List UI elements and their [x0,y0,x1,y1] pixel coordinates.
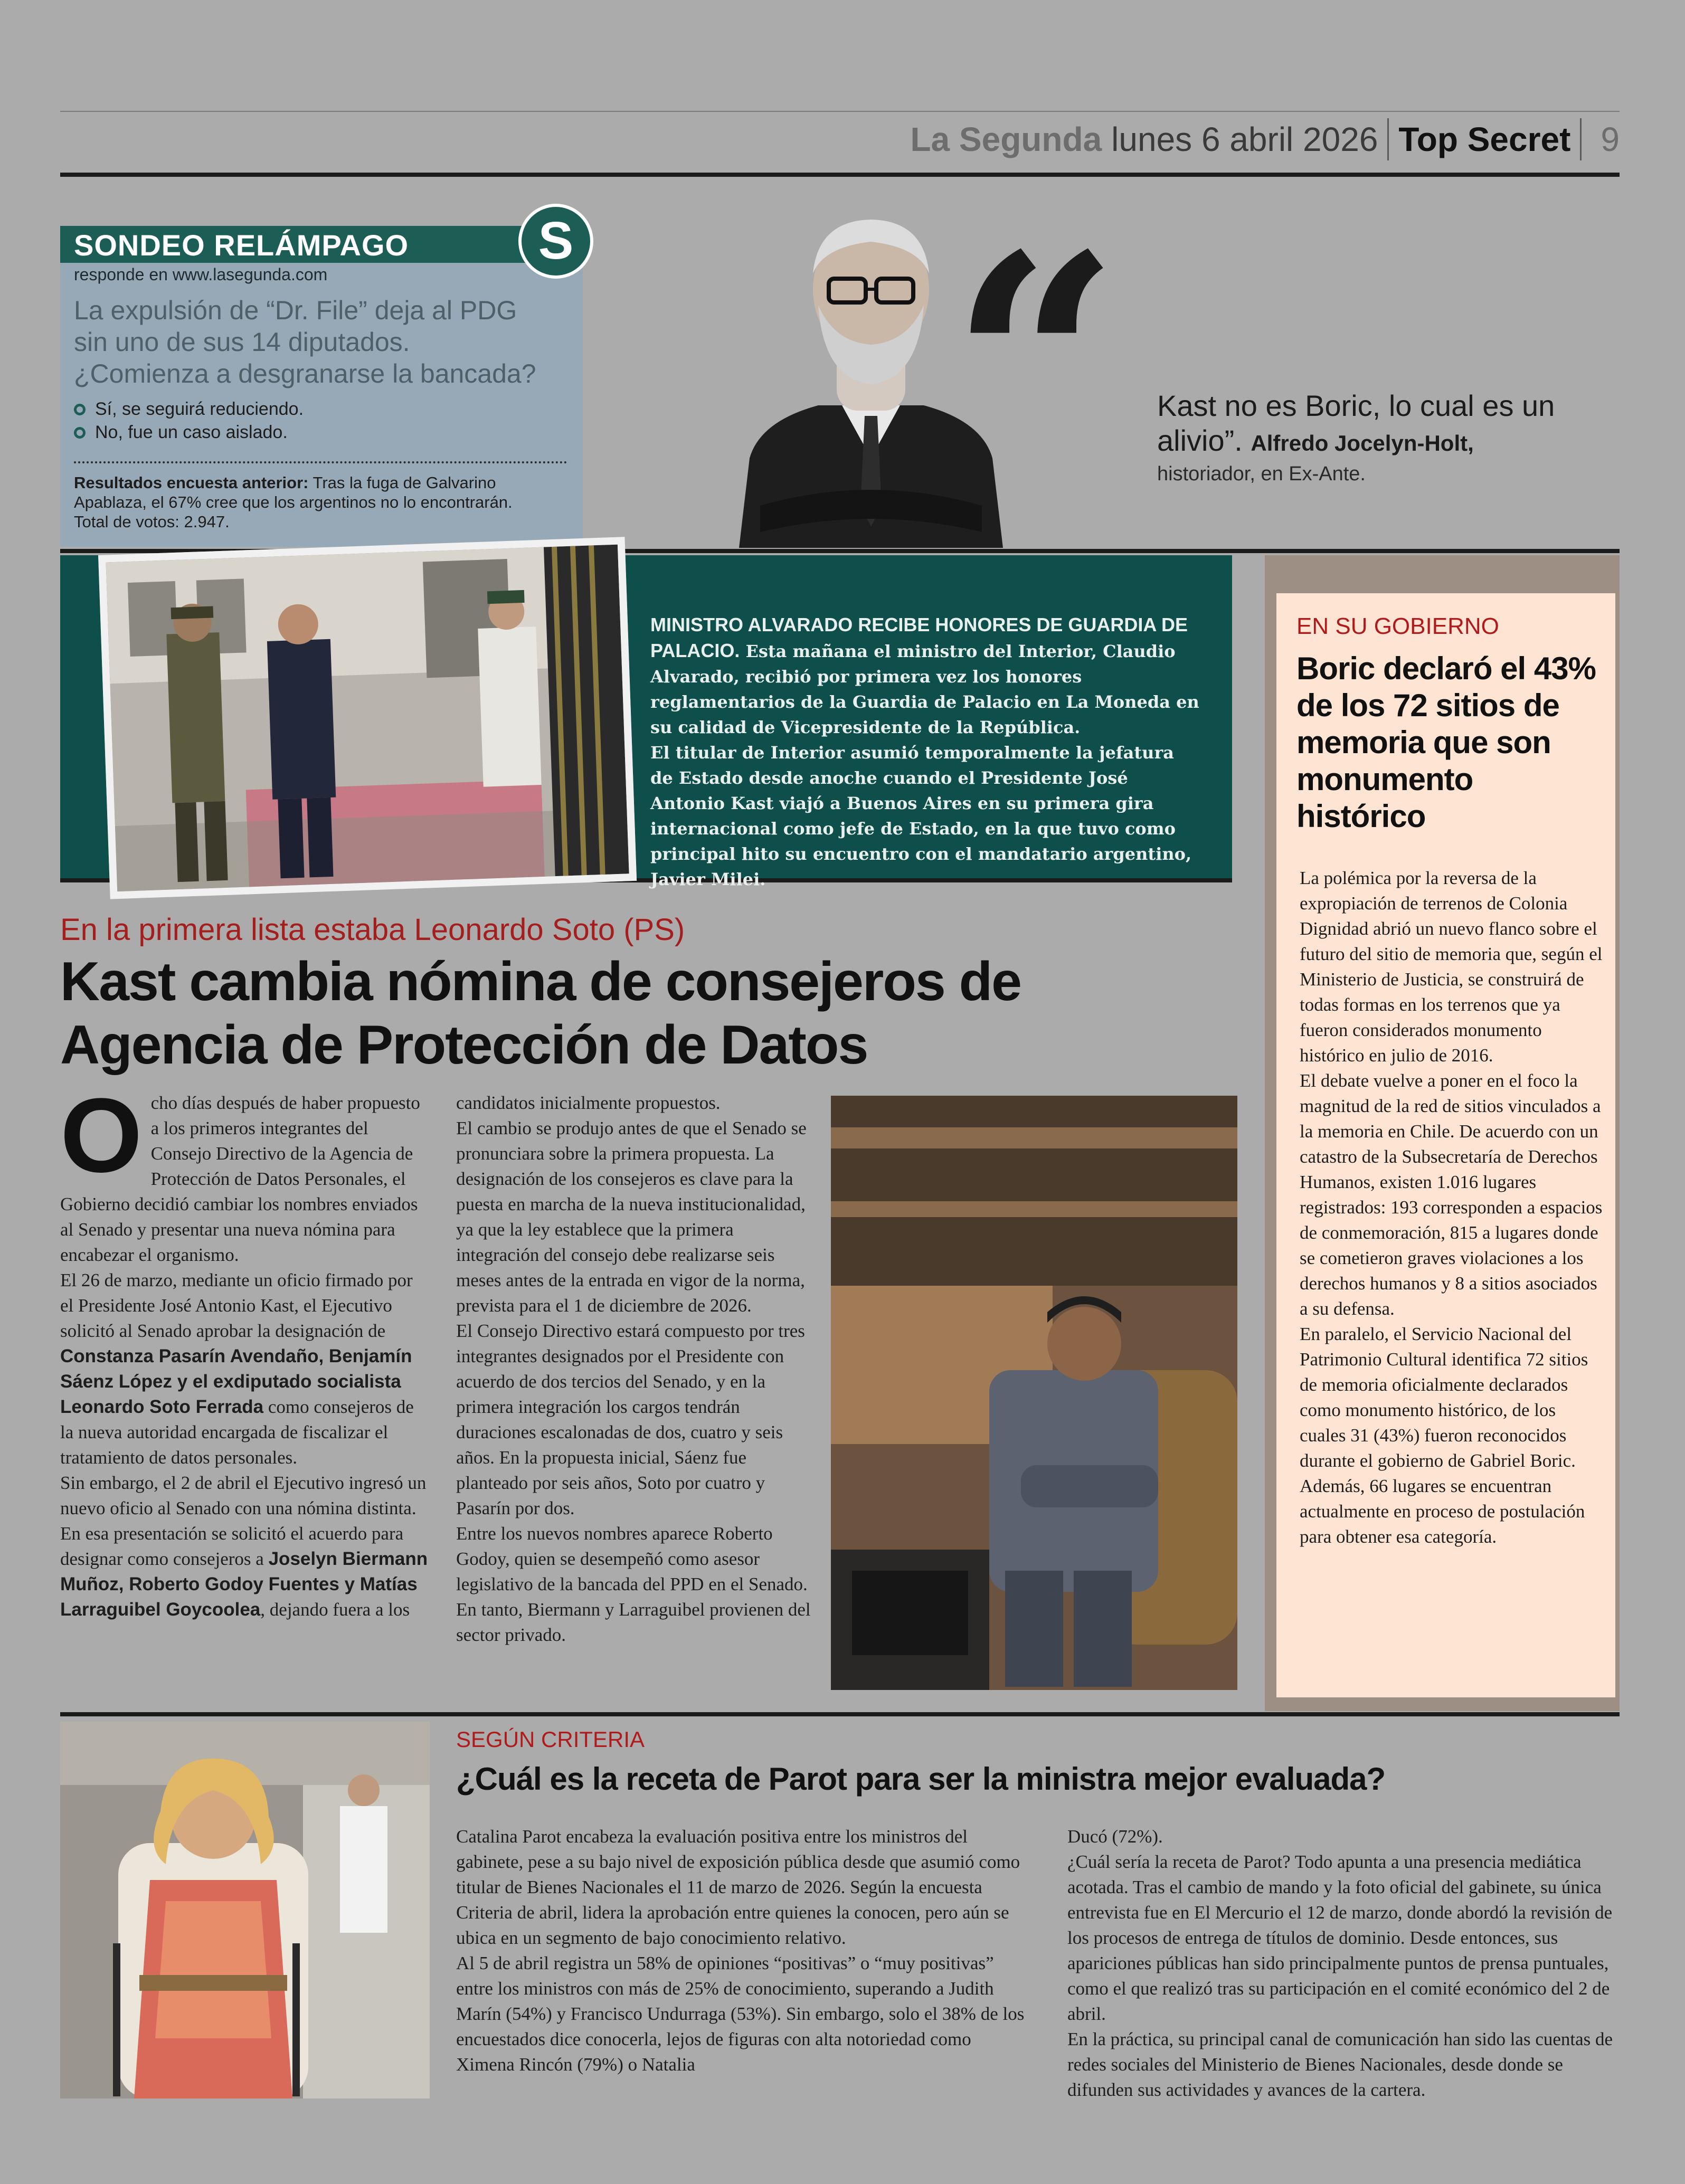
article-paragraph: Ocho días después de haber propuesto a los primeros integrantes del Consejo Directivo de la Agencia de Protección de Datos Personales, el Gobierno decidió cambiar los nombres enviados al Senado y presentar una nueva nómina para encabezar el organismo. [60,1077,420,1265]
quote-mark-icon: “ [950,191,1121,538]
bottom-article-kicker: SEGÚN CRITERIA [456,1727,645,1752]
poll-results-label: Resultados encuesta anterior: [74,473,309,492]
sidebar-body [1300,866,1606,1550]
bottom-article-column-2 [1067,1824,1622,2103]
bottom-article-headline: ¿Cuál es la receta de Parot para ser la ministra mejor evaluada? [456,1761,1386,1797]
article-column-2 [456,1090,815,1648]
poll-respond-link[interactable]: responde en www.lasegunda.com [74,265,328,284]
article-paragraph: Ducó (72%). [1067,1826,1163,1847]
guard-story-body: El titular de Interior asumió temporalmente la jefatura de Estado desde anoche cuando el Presidente José Antonio Kast viajó a Buenos Aires en su primera gira internacional como jefe de Estado, en la que tuvo como principal hito su encuentro con el mandatario argentino, Javier Milei. [650,743,1192,889]
quote-author-role: historiador, en Ex-Ante. [1157,463,1366,485]
sidebar-title: Boric declaró el 43% de los 72 sitios de memoria que son monumento histórico [1296,651,1596,834]
parot-illustration [60,1722,430,2098]
article-column-1 [60,1077,430,1622]
article-kicker: En la primera lista estaba Leonardo Soto (PS) [60,913,685,947]
poll-question: La expulsión de “Dr. File” deja al PDG sin uno de sus 14 diputados. ¿Comienza a desgranarse la bancada? [74,296,536,388]
masthead-rule [60,173,1620,177]
nominee-names: Constanza Pasarín Avendaño, Benjamín Sáenz López y el exdiputado socialista Leonardo Soto Ferrada [60,1346,412,1417]
nominee-names: Joselyn Biermann Muñoz, Roberto Godoy Fuentes y Matías Larraguibel Goycoolea [60,1549,428,1620]
article-paragraph: En la práctica, su principal canal de comunicación han sido las cuentas de redes sociales del Ministerio de Bienes Nacionales, desde donde se difunden sus actividades y avances de la cartera. [1067,2029,1613,2100]
parot-photo [60,1722,430,2098]
article-paragraph: El Consejo Directivo estará compuesto por tres integrantes designados por el Presidente con acuerdo de dos tercios del Senado, y en la primera integración los cargos tendrán duraciones escalonadas de dos, cuatro y seis años. En la propuesta inicial, Sáenz fue planteado por seis años, Soto por cuatro y Pasarín por dos. [456,1321,805,1518]
masthead-divider [1387,118,1389,160]
senate-illustration [831,1096,1237,1690]
radio-icon [74,427,86,439]
sidebar-paragraph: El debate vuelve a poner en el foco la magnitud de la red de sitios vinculados a la memoria en Chile. De acuerdo con un catastro de la Subsecretaría de Derechos Humanos, existen 1.016 lugares registrados: 193 corresponden a espacios de conmemoración, 815 a lugares donde se cometieron graves violaciones a los derechos humanos y 8 a sitios asociados a su defensa. [1300,1070,1603,1319]
poll-option-label: No, fue un caso aislado. [95,422,288,442]
radio-icon [74,404,86,415]
sidebar-paragraph: En paralelo, el Servicio Nacional del Patrimonio Cultural identifica 72 sitios de memoria oficialmente declarados como monumento histórico, de los cuales 31 (43%) fueron reconocidos durante el gobierno de Gabriel Boric. Además, 66 lugares se encuentran actualmente en proceso de postulación para obtener esa categoría. [1300,1324,1588,1547]
poll-results-text: Tras la fuga de Galvarino Apablaza, el 67% cree que los argentinos no lo encontrarán. [74,473,513,511]
poll-option-yes[interactable] [74,399,304,420]
paper-name: La Segunda [910,120,1102,158]
article-paragraph: Sin embargo, el 2 de abril el Ejecutivo ingresó un nuevo oficio al Senado con una nómina distinta. En esa presentación se solicitó el acuerdo para designar como consejeros a Joselyn Biermann Muñoz, Roberto Godoy Fuentes y Matías Larraguibel Goycoolea, dejando fuera a los [60,1473,428,1620]
poll-dotted-divider [74,461,567,463]
quote-author: Alfredo Jocelyn-Holt, [1251,431,1474,455]
poll-total-votes: Total de votos: 2.947. [74,512,230,531]
page-number: 9 [1601,120,1620,158]
masthead [910,117,1620,162]
pull-quote [1157,388,1590,487]
article-paragraph: Al 5 de abril registra un 58% de opiniones “positivas” o “muy positivas” entre los ministros con más de 25% de conocimiento, superando a Judith Marín (54%) y Francisco Undurraga (53%). Sin embargo, solo el 38% de los encuestados dice conocerla, lejos de figuras con alta notoriedad como Ximena Rincón (79%) o Natalia [456,1953,1025,2075]
poll-results [74,473,570,531]
guard-story-headline: MINISTRO ALVARADO RECIBE HONORES DE GUARDIA DE PALACIO. [650,614,1188,661]
poll-title: SONDEO RELÁMPAGO [74,229,409,262]
article-paragraph: Catalina Parot encabeza la evaluación positiva entre los ministros del gabinete, pese a su bajo nivel de exposición pública desde que asumió como titular de Bienes Nacionales el 11 de marzo de 2026. Según la encuesta Criteria de abril, lidera la aprobación entre quienes la conocen, pero aún se ubica en un segmento de bajo conocimiento relativo. [456,1826,1020,1948]
guard-story-body: Esta mañana el ministro del Interior, Claudio Alvarado, recibió por primera vez los honores reglamentarios de la Guardia de Palacio en La Moneda en su calidad de Vicepresidente de la República. [650,641,1199,737]
poll-option-no[interactable] [74,422,288,443]
article-paragraph: El cambio se produjo antes de que el Senado se pronunciara sobre la primera propuesta. La designación de los consejeros es clave para la puesta en marcha de la nueva institucionalidad, ya que la ley establece que la primera integración del consejo debe realizarse seis meses antes de la entrada en vigor de la norma, prevista para el 1 de diciembre de 2026. [456,1118,807,1316]
article-paragraph: ¿Cuál sería la receta de Parot? Todo apunta a una presencia mediática acotada. Tras el cambio de mando y la foto oficial del gabinete, su única entrevista fue en El Mercurio el 12 de marzo, donde abordó la revisión de los procesos de entrega de títulos de dominio. Desde entonces, sus apariciones públicas han sido principalmente puntos de prensa puntuales, como el que realizó tras su participación en el comité económico del 2 de abril. [1067,1851,1613,2024]
guard-ceremony-photo [98,537,637,899]
masthead-divider [1580,118,1582,160]
bottom-article-column-1 [456,1824,1026,2077]
senate-photo [831,1096,1237,1690]
sidebar-paragraph: La polémica por la reversa de la expropiación de terrenos de Colonia Dignidad abrió un nuevo flanco sobre el futuro del sitio de memoria que, según el Ministerio de Justicia, se construirá de todas formas en los terrenos que ya fueron considerados monumento histórico en julio de 2016. [1300,868,1603,1066]
drop-cap: O [60,1077,143,1194]
quote-text: Kast no es Boric, lo cual es un alivio”. [1157,389,1555,457]
guard-ceremony-illustration [106,545,629,891]
issue-date: lunes 6 abril 2026 [1111,120,1378,158]
guard-story-text [650,612,1199,892]
sidebar-kicker: EN SU GOBIERNO [1296,613,1499,639]
article-paragraph: Entre los nuevos nombres aparece Roberto Godoy, quien se desempeñó como asesor legislativo de la bancada del PPD en el Senado. En tanto, Biermann y Larraguibel provienen del sector privado. [456,1523,811,1645]
article-headline: Kast cambia nómina de consejeros de Agencia de Protección de Datos [60,951,1021,1076]
article-paragraph: El 26 de marzo, mediante un oficio firmado por el Presidente José Antonio Kast, el Ejecutivo solicitó al Senado aprobar la designación de Constanza Pasarín Avendaño, Benjamín Sáenz López y el exdiputado socialista Leonardo Soto Ferrada como consejeros de la nueva autoridad encargada de fiscalizar el tratamiento de datos personales. [60,1270,414,1468]
top-rule [60,111,1620,112]
poll-option-label: Sí, se seguirá reduciendo. [95,399,304,419]
poll-badge-icon: S [518,204,593,279]
article-paragraph: candidatos inicialmente propuestos. [456,1093,721,1113]
section-rule [60,1712,1620,1716]
section-name: Top Secret [1398,120,1571,158]
